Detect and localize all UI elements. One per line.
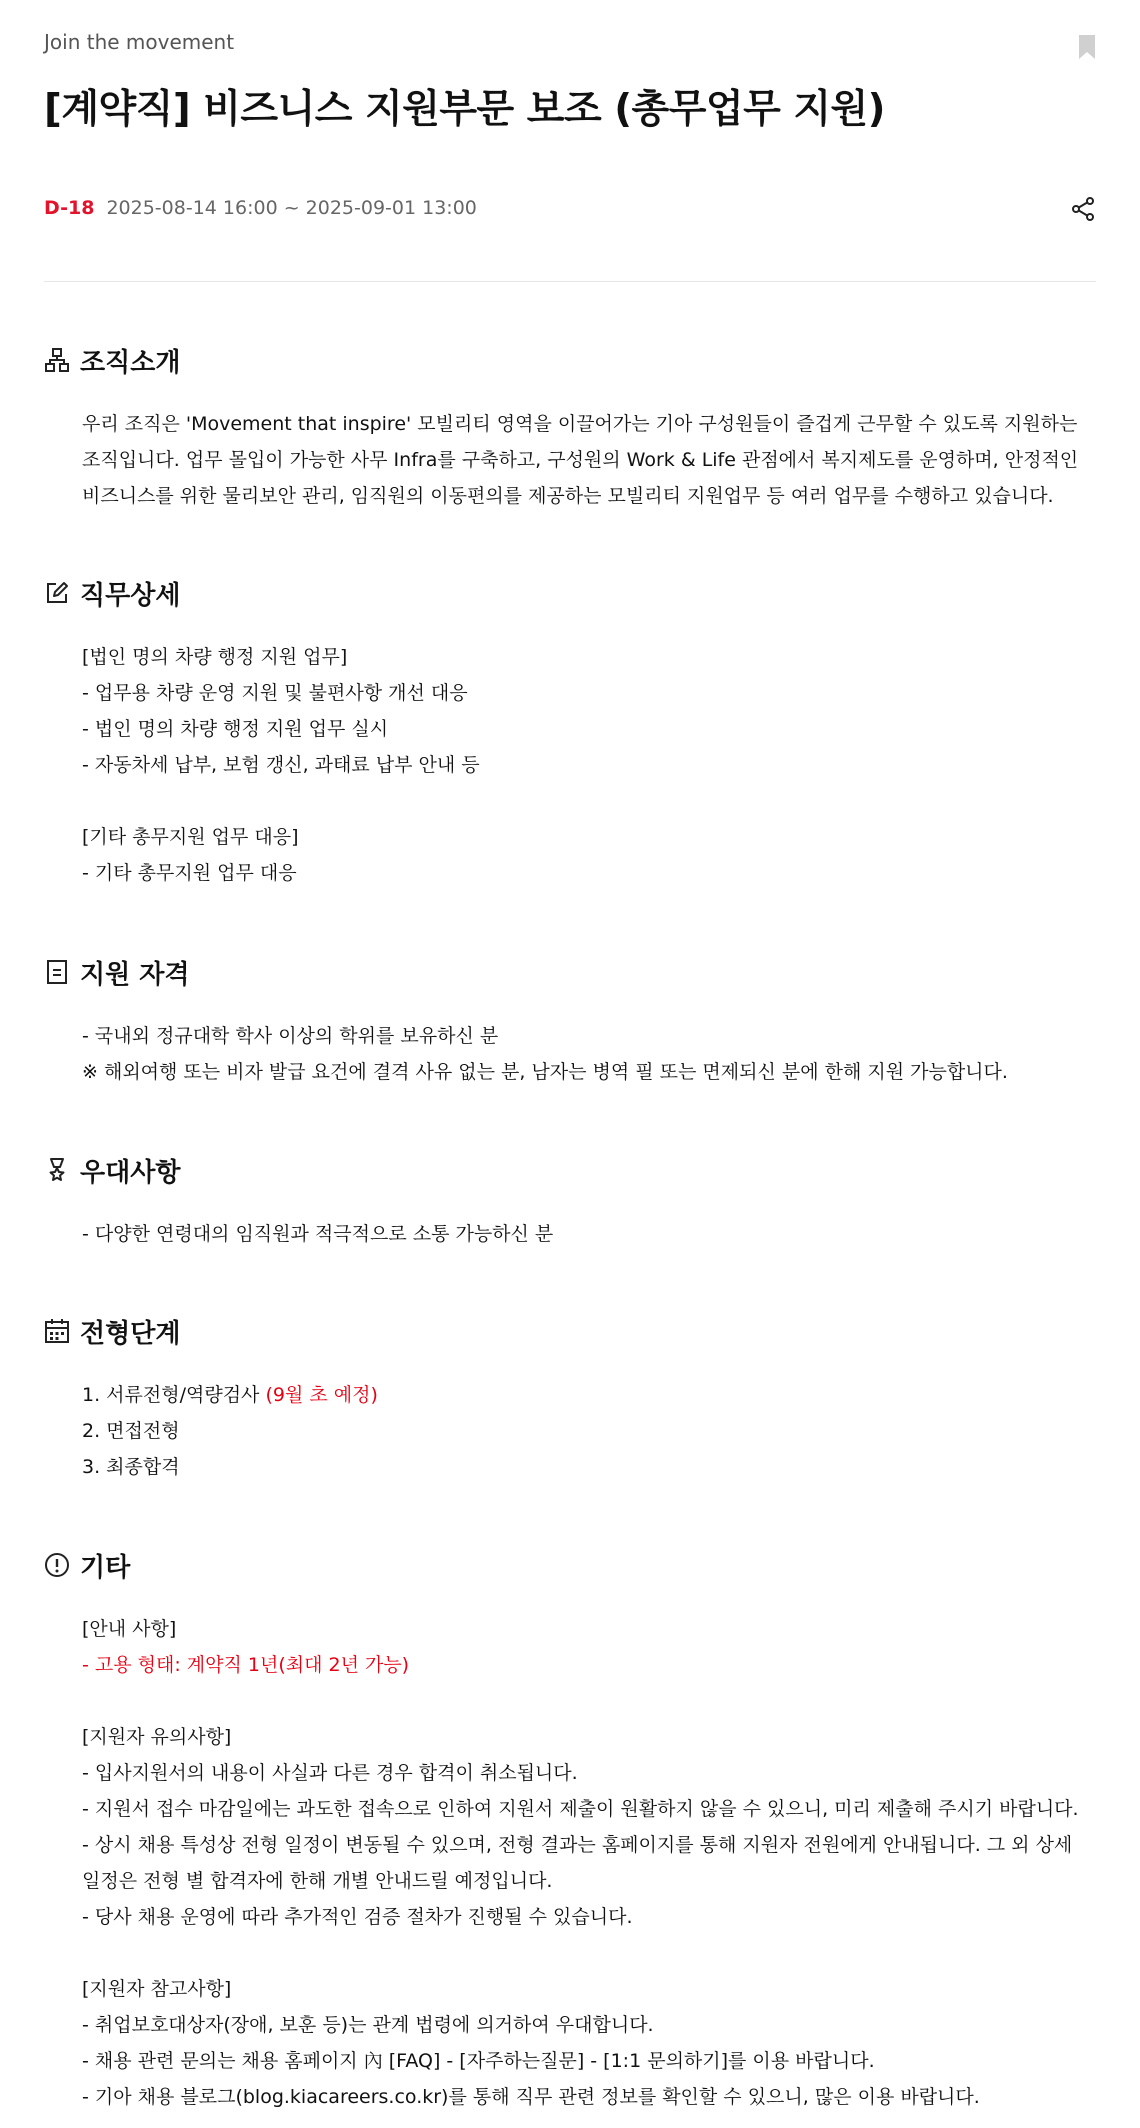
list-item: - 채용 관련 문의는 채용 홈페이지 內 [FAQ] - [자주하는질문] - [1:1 문의하기]를 이용 바랍니다. [82, 2050, 875, 2072]
posting-meta [44, 197, 477, 219]
section-title: 우대사항 [80, 1157, 181, 1188]
section-process [44, 1311, 1096, 1485]
dday-badge: D-18 [44, 197, 95, 219]
calendar-icon [44, 1318, 70, 1344]
section-title: 전형단계 [80, 1318, 181, 1349]
spacer [82, 1935, 1096, 1971]
notice-heading: [안내 사항] [82, 1618, 177, 1640]
section-header [44, 1311, 1096, 1351]
process-step: 2. 면접전형 [82, 1420, 180, 1442]
section-header [44, 340, 1096, 380]
list-item: - 업무용 차량 운영 지원 및 불편사항 개선 대응 [82, 682, 468, 704]
list-item: - 기타 총무지원 업무 대응 [82, 862, 297, 884]
process-step [82, 1377, 1096, 1413]
section-qualification [44, 952, 1096, 1090]
etc-body [44, 1611, 1096, 2115]
list-item: - 당사 채용 운영에 따라 추가적인 검증 절차가 진행될 수 있습니다. [82, 1906, 633, 1928]
section-title: 조직소개 [80, 347, 181, 378]
process-body [44, 1377, 1096, 1485]
section-org-intro [44, 340, 1096, 514]
header-divider [44, 281, 1096, 282]
preference-body [44, 1216, 1096, 1252]
section-header [44, 952, 1096, 992]
qualification-body [44, 1018, 1096, 1090]
page-title: [계약직] 비즈니스 지원부문 보조 (총무업무 지원) [44, 87, 885, 132]
caution-heading: [지원자 유의사항] [82, 1726, 232, 1748]
posting-period: 2025-08-14 16:00 ~ 2025-09-01 13:00 [106, 197, 477, 219]
process-step-note: (9월 초 예정) [265, 1384, 378, 1406]
job-detail-body [44, 639, 1096, 891]
edit-icon [44, 580, 70, 606]
spacer [82, 783, 1096, 819]
list-item: - 다양한 연령대의 임직원과 적극적으로 소통 가능하신 분 [82, 1223, 554, 1245]
list-item: - 기아 채용 블로그(blog.kiacareers.co.kr)를 통해 직무 관련 정보를 확인할 수 있으니, 많은 이용 바랍니다. [82, 2086, 980, 2108]
section-title: 지원 자격 [80, 959, 190, 990]
section-job-detail [44, 573, 1096, 891]
list-item: - 상시 채용 특성상 전형 일정이 변동될 수 있으며, 전형 결과는 홈페이지를 통해 지원자 전원에게 안내됩니다. 그 외 상세 일정은 전형 별 합격자에 한해 개별 안내드릴 예정입니다. [82, 1834, 1073, 1892]
section-header [44, 1545, 1096, 1585]
info-icon [44, 1552, 70, 1578]
eyebrow-text: Join the movement [44, 30, 235, 54]
section-header [44, 573, 1096, 613]
employment-type: - 고용 형태: 계약직 1년(최대 2년 가능) [82, 1654, 410, 1676]
award-icon [44, 1157, 70, 1183]
section-header [44, 1150, 1096, 1190]
process-step-label: 1. 서류전형/역량검사 [82, 1384, 260, 1406]
org-intro-text: 우리 조직은 'Movement that inspire' 모빌리티 영역을 이끌어가는 기아 구성원들이 즐겁게 근무할 수 있도록 지원하는 조직입니다. 업무 몰입이 가능한 사무 Infra를 구축하고, 구성원의 Work & Life 관점에서 복지제도를 운영하며, 안정적인 비즈니스를 위한 물리보안 관리, 임직원의 이동편의를 제공하는 모빌리티 지원업무 등 여러 업무를 수행하고 있습니다. [82, 413, 1079, 507]
list-item: [법인 명의 차량 행정 지원 업무] [82, 646, 348, 668]
spacer [82, 1683, 1096, 1719]
list-item: ※ 해외여행 또는 비자 발급 요건에 결격 사유 없는 분, 남자는 병역 필 또는 면제되신 분에 한해 지원 가능합니다. [82, 1061, 1008, 1083]
process-step: 3. 최종합격 [82, 1456, 180, 1478]
section-etc [44, 1545, 1096, 2115]
list-item: - 국내외 정규대학 학사 이상의 학위를 보유하신 분 [82, 1025, 499, 1047]
org-chart-icon [44, 347, 70, 373]
document-icon [44, 959, 70, 985]
share-icon[interactable] [1070, 196, 1096, 222]
reference-heading: [지원자 참고사항] [82, 1978, 232, 2000]
list-item: - 자동차세 납부, 보험 갱신, 과태료 납부 안내 등 [82, 754, 480, 776]
list-item: - 법인 명의 차량 행정 지원 업무 실시 [82, 718, 389, 740]
list-item: - 지원서 접수 마감일에는 과도한 접속으로 인하여 지원서 제출이 원활하지 않을 수 있으니, 미리 제출해 주시기 바랍니다. [82, 1798, 1079, 1820]
list-item: - 취업보호대상자(장애, 보훈 등)는 관계 법령에 의거하여 우대합니다. [82, 2014, 654, 2036]
section-title: 기타 [80, 1552, 131, 1583]
list-item: - 입사지원서의 내용이 사실과 다른 경우 합격이 취소됩니다. [82, 1762, 578, 1784]
section-title: 직무상세 [80, 580, 181, 611]
bookmark-icon[interactable] [1078, 34, 1096, 60]
list-item: [기타 총무지원 업무 대응] [82, 826, 299, 848]
section-preference [44, 1150, 1096, 1252]
